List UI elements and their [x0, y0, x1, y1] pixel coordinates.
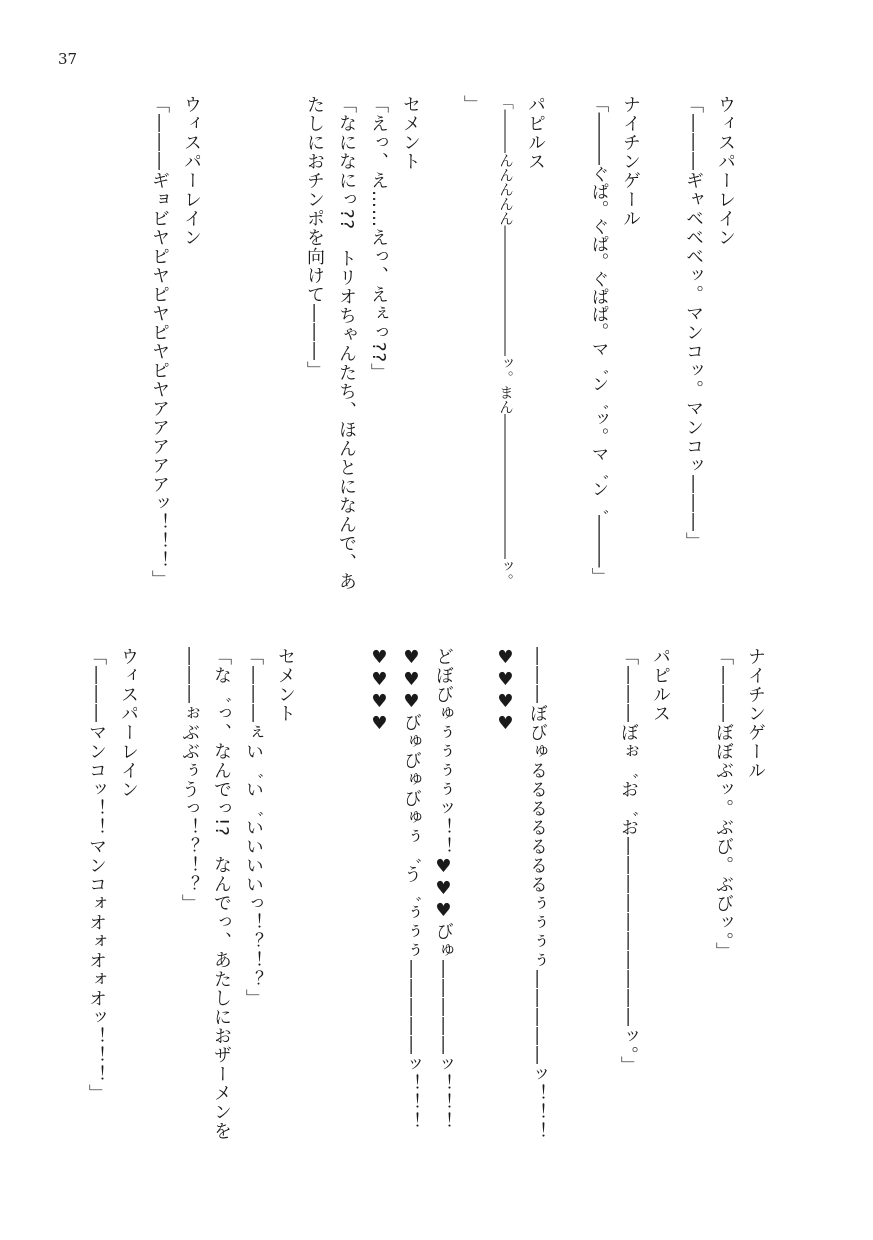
sound-effect-line: ♥♥♥びゅびゅびゅぅ゛う゛ぅぅぅ―――――ッ！！！ [401, 647, 422, 1131]
sound-effect-line: どぼびゅぅぅぅぅッ！！♥♥♥びゅ―――――ッ！！！ [433, 647, 454, 1131]
dialogue-line: 「―――ぼぼぶッ。ぶび。ぶびッ。」 [713, 647, 734, 961]
dialogue-line: 「―――ギャベベベッ。マンコッ。マンコッ―――」 [683, 95, 704, 551]
speaker-name: セメント [400, 95, 421, 171]
dialogue-line: 「―――ぇい゛い゛いいいいっ！？！？」 [243, 647, 264, 1008]
speaker-name: セメント [275, 647, 296, 723]
speaker-name: ウィスパーレイン [181, 95, 202, 247]
speaker-name: パピルス [650, 647, 671, 723]
speaker-name: ナイチンゲール [745, 647, 766, 780]
dialogue-line: たしにおチンポを向けて―――」 [304, 95, 325, 380]
dialogue-line: 「えっ、え……えっ、えぇっ??」 [368, 95, 389, 383]
dialogue-line: 「な゛っ、なんでっ!? なんでっ、あたしにおザーメンを [211, 647, 232, 1141]
speaker-name: パピルス [525, 95, 546, 171]
sound-effect-line: ♥♥♥♥ [369, 647, 390, 735]
speaker-name: ウィスパーレイン [715, 95, 736, 247]
dialogue-line: 「―――ぐぱ。ぐぱ。ぐぱぱ。マ゛ン゛ッ。マ゛ン゛―――」 [589, 95, 609, 585]
speaker-name: ウィスパーレイン [118, 647, 139, 799]
dialogue-line: 「―――んんんんん―――――――――ッ。まん――――――――――ッ。 [497, 95, 513, 588]
dialogue-line: 「―――マンコッ！！マンコォオォオォオッ！！！」 [86, 647, 107, 1103]
dialogue-line: ―――ぉぶぶぅうっ！？！？」 [179, 647, 200, 913]
page-number: 37 [58, 50, 78, 68]
sound-effect-line: ♥♥♥♥ [495, 647, 516, 735]
speaker-name: ナイチンゲール [620, 95, 641, 228]
sound-effect-line: ―――ぼびゅるるるるるるるぅぅぅぅ―――――ッ！！！ [527, 647, 548, 1141]
dialogue-line: 」 [461, 95, 482, 114]
dialogue-line: 「―――ぼぉ゛お゛お――――――――――ッ。」 [618, 647, 639, 1075]
dialogue-line: 「―――ギョビヤピヤピヤピヤピヤアアアアアッ！！！」 [149, 95, 170, 589]
dialogue-line: 「なになにっ?? トリオちゃんたち、ほんとになんで、あ [336, 95, 357, 592]
